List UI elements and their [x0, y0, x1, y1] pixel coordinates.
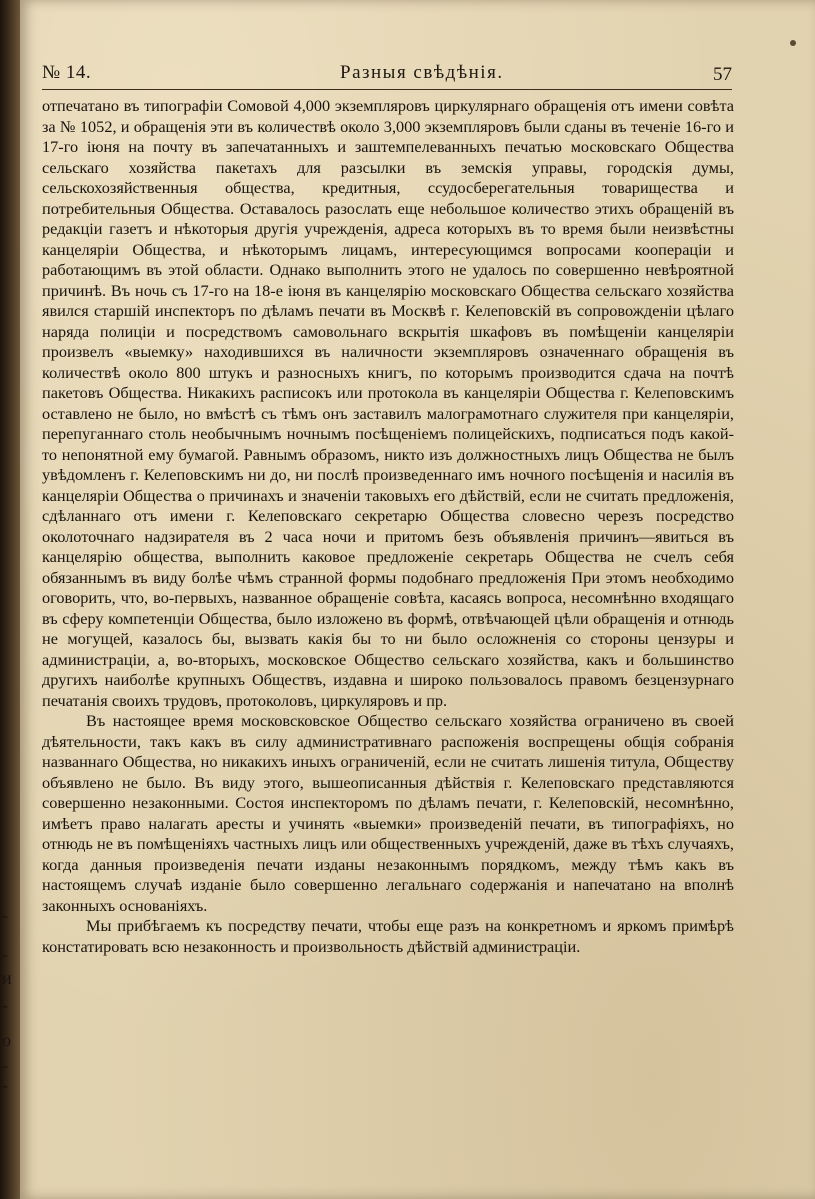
header-rule: [42, 89, 732, 90]
article-body: [42, 96, 734, 957]
adjacent-page-fragment: -: [2, 1055, 8, 1075]
paragraph: Мы прибѣгаемъ къ посредству печати, чтобы еще разъ на конкретномъ и яркомъ примѣрѣ констатировать всю незаконность и произвольность дѣйствій администраціи.: [42, 916, 734, 956]
section-title: Разныя свѣдѣнія.: [340, 62, 504, 83]
adjacent-page-fragment: о: [2, 1030, 11, 1050]
adjacent-page-edge: [0, 0, 20, 1199]
running-header: [42, 62, 732, 88]
adjacent-page-fragment: -: [2, 1075, 8, 1095]
page-number: 57: [713, 64, 732, 85]
paragraph: отпечатано въ типографіи Сомовой 4,000 экземпляровъ циркулярнаго обращенія отъ имени совѣта за № 1052, и обращенія эти въ количествѣ около 3,000 экземпляровъ были сданы въ теченіе 16-го и 17-го іюня на почту въ запечатанныхъ и заштемпелеванныхъ печатью московскаго Общества сельскаго хозяйства пакетахъ для разсылки въ земскія управы, городскія думы, сельскохозяйственныя общества, кредитныя, ссудосберегательныя товарищества и потребительныя Общества. Оставалось разослать еще небольшое количество этихъ обращеній въ редакціи газетъ и нѣкоторыя другія учрежденія, адреса которыхъ въ то время были неизвѣстны канцеляріи Общества, и нѣкоторымъ лицамъ, интересующимся вопросами коопераціи и работающимъ въ этой области. Однако выполнить этого не удалось по совершенно невѣроятной причинѣ. Въ ночь съ 17-го на 18-е іюня въ канцелярію московскаго Общества сельскаго хозяйства явился старшій инспекторъ по дѣламъ печати въ Москвѣ г. Келеповскій въ сопровожденіи цѣлаго наряда полиціи и посредствомъ самовольнаго вскрытія шкафовъ въ помѣщеніи канцеляріи произвелъ «выемку» находившихся въ наличности экземпляровъ означеннаго обращенія въ количествѣ около 800 штукъ и разносныхъ книгъ, по которымъ производится сдача на почтѣ пакетовъ Общества. Никакихъ расписокъ или протокола въ канцеляріи Общества г. Келеповскимъ оставлено не было, но вмѣстѣ съ тѣмъ онъ заставилъ малограмотнаго служителя при канцеляріи, перепуганнаго столь необычнымъ ночнымъ посѣщеніемъ полицейскихъ, подписаться подъ какой-то непонятной ему бумагой. Равнымъ образомъ, никто изъ должностныхъ лицъ Общества не былъ увѣдомленъ г. Келеповскимъ ни до, ни послѣ произведеннаго имъ ночного посѣщенія и насилія въ канцеляріи Общества о причинахъ и значеніи таковыхъ его дѣйствій, если не считать предложенія, сдѣланнаго отъ имени г. Келеповскаго секретарю Общества словесно черезъ посредство околоточнаго надзирателя въ 2 часа ночи и притомъ безъ объявленія причинъ—явиться въ канцелярію общества, выполнить каковое предложеніе секретарь Общества не счелъ себя обязаннымъ въ виду болѣе чѣмъ странной формы подобнаго предложенія При этомъ необходимо оговорить, что, во-первыхъ, названное обращеніе совѣта, касаясь вопроса, несомнѣнно входящаго въ сферу компетенціи Общества, было изложено въ формѣ, отвѣчающей цѣли обращенія и отнюдь не могущей, казалось бы, вызвать какія бы то ни было осложненія со стороны цензуры и администраціи, а, во-вторыхъ, московское Общество сельскаго хозяйства, какъ и большинство другихъ наиболѣе крупныхъ Обществъ, издавна и широко пользовалось правомъ безцензурнаго печатанія своихъ трудовъ, протоколовъ, циркуляровъ и пр.: [42, 96, 734, 710]
issue-number: № 14.: [42, 62, 92, 83]
paragraph: Въ настоящее время московсковское Общество сельскаго хозяйства ограничено въ своей дѣятельности, такъ какъ въ силу административнаго распоженія воспрещены общія собранія названнаго Общества, но никакихъ иныхъ ограниченій, если не считать лишенія титула, Обществу объявлено не было. Въ виду этого, вышеописанныя дѣйствія г. Келеповскаго представляются совершенно незаконными. Состоя инспекторомъ по дѣламъ печати, г. Келеповскій, несомнѣнно, имѣетъ право налагать аресты и учинять «выемки» произведеній печати, въ типографіяхъ, но отнюдь не въ помѣщеніяхъ частныхъ лицъ или общественныхъ учрежденій, даже въ тѣхъ случаяхъ, когда данныя произведенія печати изданы незаконнымъ порядкомъ, между тѣмъ какъ въ настоящемъ случаѣ изданіе было совершенно легальнаго содержанія и напечатано на вполнѣ законныхъ основаніяхъ.: [42, 711, 734, 915]
adjacent-page-fragment: -: [2, 995, 8, 1015]
book-page: [20, 0, 815, 1199]
adjacent-page-fragment: и: [2, 968, 12, 988]
adjacent-page-fragment: -: [2, 905, 8, 925]
binding-hole: [790, 40, 796, 46]
adjacent-page-fragment: -: [2, 944, 8, 964]
